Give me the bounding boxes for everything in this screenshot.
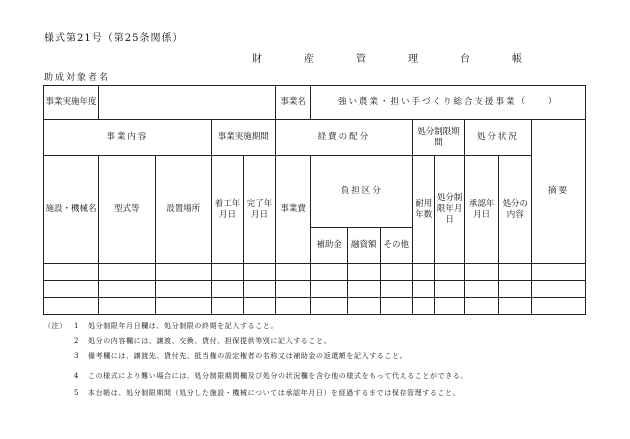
cell[interactable] [244, 264, 276, 281]
cell[interactable] [380, 298, 413, 315]
cell[interactable] [98, 264, 155, 281]
cell[interactable] [499, 281, 532, 298]
cell[interactable] [155, 264, 211, 281]
project-name-value[interactable]: 強い農業・担い手づくり総合支援事業（ ） [311, 86, 586, 120]
header-row-year [44, 86, 586, 120]
col-start-date: 着工年月日 [211, 156, 244, 264]
cell[interactable] [435, 264, 464, 281]
cell[interactable] [275, 281, 311, 298]
note-number: 2 [74, 337, 80, 345]
col-project-cost: 事業費 [275, 156, 311, 264]
group-cost-allocation: 経費の配分 [275, 120, 412, 156]
cell[interactable] [44, 298, 99, 315]
group-disposal-status: 処分状況 [464, 120, 531, 156]
cell[interactable] [435, 298, 464, 315]
cell[interactable] [413, 298, 435, 315]
note-text: 処分の内容欄には、譲渡、交換、貸付、担保提供等別に記入すること。 [88, 337, 332, 345]
cell[interactable] [211, 264, 244, 281]
cell[interactable] [380, 264, 413, 281]
cell[interactable] [311, 281, 348, 298]
cell[interactable] [464, 298, 499, 315]
cell[interactable] [44, 264, 99, 281]
note-number: 1 [74, 322, 80, 330]
group-disposal-limit: 処分制限期間 [413, 120, 465, 156]
cell[interactable] [98, 298, 155, 315]
table-row [44, 298, 586, 315]
cell[interactable] [244, 298, 276, 315]
note-number: 3 [74, 352, 80, 360]
cell[interactable] [155, 281, 211, 298]
cell[interactable] [347, 298, 380, 315]
fiscal-year-label: 事業実施年度 [44, 86, 99, 120]
form-number: 様式第21号（第25条関係） [44, 33, 184, 44]
cell[interactable] [413, 281, 435, 298]
cell[interactable] [435, 281, 464, 298]
table-row [44, 281, 586, 298]
cell[interactable] [244, 281, 276, 298]
cell[interactable] [380, 281, 413, 298]
project-name-label: 事業名 [275, 86, 311, 120]
cell[interactable] [211, 281, 244, 298]
col-model: 型式等 [98, 156, 155, 264]
note-text: 本台帳は、処分制限期間（処分した施設・機械については承認年月日）を経過するまでは保存管理すること。 [88, 389, 461, 397]
col-subsidy: 補助金 [311, 228, 348, 264]
col-useful-life: 耐用年数 [413, 156, 435, 264]
cell[interactable] [464, 264, 499, 281]
col-facility-name: 施設・機械名 [44, 156, 99, 264]
col-other: その他 [380, 228, 413, 264]
col-limit-date: 処分制限年月日 [435, 156, 464, 264]
cell[interactable] [499, 298, 532, 315]
cell[interactable] [347, 281, 380, 298]
col-end-date: 完了年月日 [244, 156, 276, 264]
cell[interactable] [311, 298, 348, 315]
cell[interactable] [464, 281, 499, 298]
applicant-label: 助成対象者名 [44, 73, 111, 83]
col-burden-category: 負担区分 [311, 156, 413, 228]
group-project-period: 事業実施期間 [211, 120, 275, 156]
cell[interactable] [499, 264, 532, 281]
note-number: 5 [74, 389, 80, 397]
note-text: この様式により難い場合には、処分制限期間欄及び処分の状況欄を含む他の様式をもって代えることができる。 [88, 372, 468, 380]
note-text: 備考欄には、譲渡先、貸付先、抵当権の設定権者の名称又は補助金の返還額を記入すること。 [88, 352, 408, 360]
notes-label: （注） [44, 322, 67, 330]
table-row [44, 264, 586, 281]
fiscal-year-value[interactable] [98, 86, 275, 120]
cell[interactable] [531, 298, 585, 315]
note-number: 4 [74, 372, 80, 380]
col-location: 設置場所 [155, 156, 211, 264]
col-approval-date: 承認年月日 [464, 156, 499, 264]
header-row-columns [44, 156, 586, 228]
cell[interactable] [275, 264, 311, 281]
col-disposal-content: 処分の内容 [499, 156, 532, 264]
cell[interactable] [347, 264, 380, 281]
cell[interactable] [311, 264, 348, 281]
asset-ledger-table [43, 85, 586, 315]
col-remarks: 摘要 [531, 120, 585, 264]
group-project-content: 事業内容 [44, 120, 212, 156]
cell[interactable] [413, 264, 435, 281]
cell[interactable] [275, 298, 311, 315]
cell[interactable] [44, 281, 99, 298]
note-text: 処分制限年月日欄は、処分制限の終期を記入すること。 [88, 322, 278, 330]
document-title: 財 産 管 理 台 帳 [252, 54, 538, 65]
cell[interactable] [531, 264, 585, 281]
cell[interactable] [155, 298, 211, 315]
cell[interactable] [211, 298, 244, 315]
cell[interactable] [531, 281, 585, 298]
col-financing: 融資額 [347, 228, 380, 264]
cell[interactable] [98, 281, 155, 298]
header-row-groups [44, 120, 586, 156]
